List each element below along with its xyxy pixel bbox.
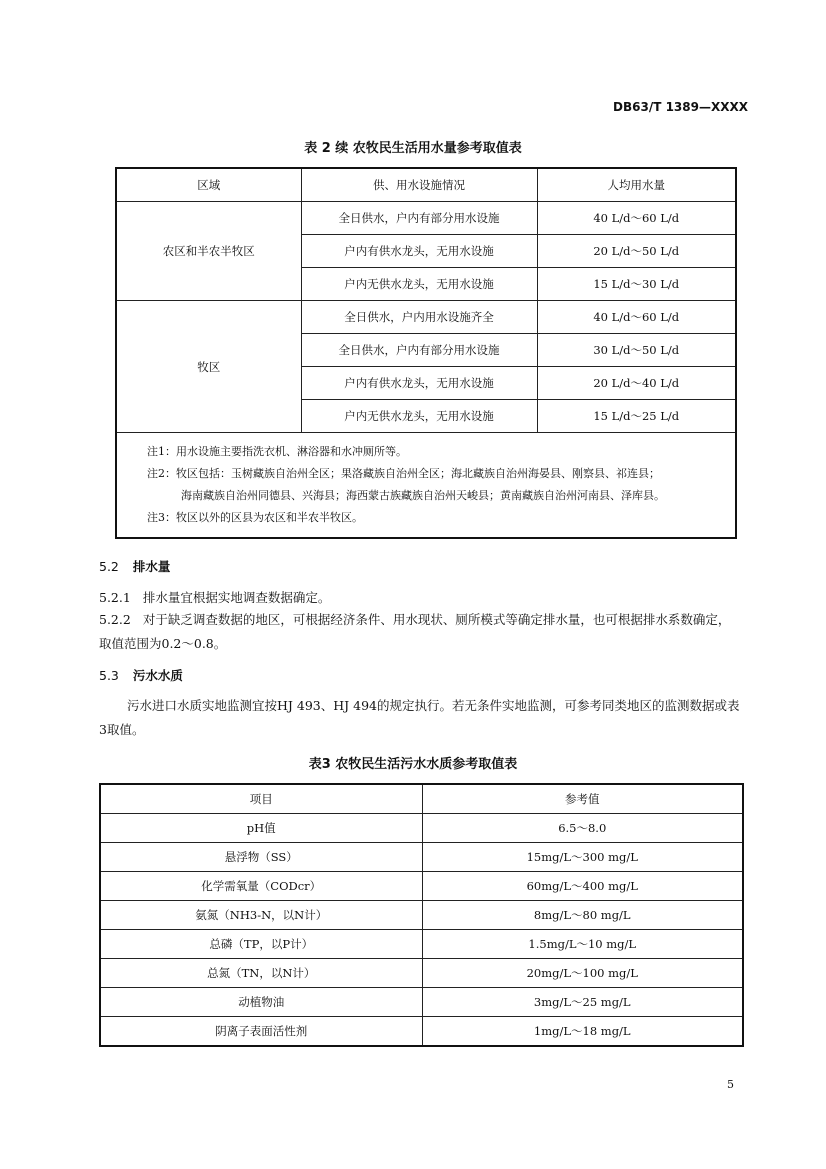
table-row xyxy=(100,843,743,872)
header-usage: 人均用水量 xyxy=(537,168,736,202)
region-cell: 农区和半农半牧区 xyxy=(116,202,301,301)
clause-number: 5.2.1 xyxy=(99,590,131,605)
table-row xyxy=(100,959,743,988)
section-5-3-heading xyxy=(99,666,183,684)
notes-row xyxy=(116,433,736,539)
usage-cell: 40 L/d～60 L/d xyxy=(537,301,736,334)
value-cell: 1mg/L～18 mg/L xyxy=(422,1017,743,1047)
page-number: 5 xyxy=(727,1078,734,1091)
table-header-row xyxy=(116,168,736,202)
value-cell: 3mg/L～25 mg/L xyxy=(422,988,743,1017)
value-cell: 1.5mg/L～10 mg/L xyxy=(422,930,743,959)
section-5-3-paragraph: 污水进口水质实地监测宜按HJ 493、HJ 494的规定执行。若无条件实地监测，可参考同类地区的监测数据或表3取值。 xyxy=(99,698,740,737)
item-cell: 化学需氧量（CODcr） xyxy=(100,872,422,901)
value-cell: 20mg/L～100 mg/L xyxy=(422,959,743,988)
section-title: 排水量 xyxy=(132,559,171,574)
item-cell: 悬浮物（SS） xyxy=(100,843,422,872)
usage-cell: 40 L/d～60 L/d xyxy=(537,202,736,235)
note-2: 注2：牧区包括：玉树藏族自治州全区；果洛藏族自治州全区；海北藏族自治州海晏县、刚察县、祁连县； xyxy=(147,467,660,480)
water-usage-table xyxy=(115,167,737,539)
usage-cell: 20 L/d～40 L/d xyxy=(537,367,736,400)
usage-cell: 20 L/d～50 L/d xyxy=(537,235,736,268)
standard-code: DB63/T 1389—XXXX xyxy=(613,100,748,114)
table-row xyxy=(100,930,743,959)
section-number: 5.3 xyxy=(99,668,119,683)
header-value: 参考值 xyxy=(422,784,743,814)
item-cell: pH值 xyxy=(100,814,422,843)
facility-cell: 户内有供水龙头，无用水设施 xyxy=(301,235,537,268)
table-header-row xyxy=(100,784,743,814)
section-5-2-heading xyxy=(99,557,170,575)
facility-cell: 户内无供水龙头，无用水设施 xyxy=(301,268,537,301)
header-facility: 供、用水设施情况 xyxy=(301,168,537,202)
table2-caption: 表 2 续 农牧民生活用水量参考取值表 xyxy=(304,141,522,156)
item-cell: 总氮（TN，以N计） xyxy=(100,959,422,988)
table-row xyxy=(100,872,743,901)
table-row xyxy=(116,202,736,235)
table-row xyxy=(100,1017,743,1047)
table3-caption: 表3 农牧民生活污水水质参考取值表 xyxy=(308,757,518,772)
table-row xyxy=(100,814,743,843)
table-row xyxy=(116,301,736,334)
clause-number: 5.2.2 xyxy=(99,612,131,627)
note-2-continued: 海南藏族自治州同德县、兴海县；海西蒙古族藏族自治州天峻县；黄南藏族自治州河南县、泽库县。 xyxy=(181,489,665,502)
facility-cell: 全日供水，户内有部分用水设施 xyxy=(301,202,537,235)
region-cell: 牧区 xyxy=(116,301,301,433)
value-cell: 60mg/L～400 mg/L xyxy=(422,872,743,901)
usage-cell: 30 L/d～50 L/d xyxy=(537,334,736,367)
section-number: 5.2 xyxy=(99,559,119,574)
note-1: 注1：用水设施主要指洗衣机、淋浴器和水冲厕所等。 xyxy=(147,445,407,458)
table-row xyxy=(100,988,743,1017)
water-quality-table xyxy=(99,783,744,1047)
section-title: 污水水质 xyxy=(132,668,183,683)
usage-cell: 15 L/d～30 L/d xyxy=(537,268,736,301)
item-cell: 动植物油 xyxy=(100,988,422,1017)
facility-cell: 户内有供水龙头，无用水设施 xyxy=(301,367,537,400)
header-region: 区域 xyxy=(116,168,301,202)
item-cell: 总磷（TP，以P计） xyxy=(100,930,422,959)
item-cell: 阴离子表面活性剂 xyxy=(100,1017,422,1047)
facility-cell: 全日供水，户内有部分用水设施 xyxy=(301,334,537,367)
facility-cell: 户内无供水龙头，无用水设施 xyxy=(301,400,537,433)
value-cell: 8mg/L～80 mg/L xyxy=(422,901,743,930)
item-cell: 氨氮（NH3-N，以N计） xyxy=(100,901,422,930)
facility-cell: 全日供水，户内用水设施齐全 xyxy=(301,301,537,334)
value-cell: 15mg/L～300 mg/L xyxy=(422,843,743,872)
table-notes xyxy=(116,433,736,539)
header-item: 项目 xyxy=(100,784,422,814)
clause-text: 排水量宜根据实地调查数据确定。 xyxy=(142,590,331,605)
usage-cell: 15 L/d～25 L/d xyxy=(537,400,736,433)
note-3: 注3：牧区以外的区县为农区和半农半牧区。 xyxy=(147,511,363,524)
table-row xyxy=(100,901,743,930)
clause-5-2-2 xyxy=(99,608,742,656)
value-cell: 6.5～8.0 xyxy=(422,814,743,843)
clause-text: 对于缺乏调查数据的地区，可根据经济条件、用水现状、厕所模式等确定排水量，也可根据排水系数确定，取值范围为0.2～0.8。 xyxy=(99,612,731,651)
clause-5-2-1 xyxy=(99,586,742,610)
